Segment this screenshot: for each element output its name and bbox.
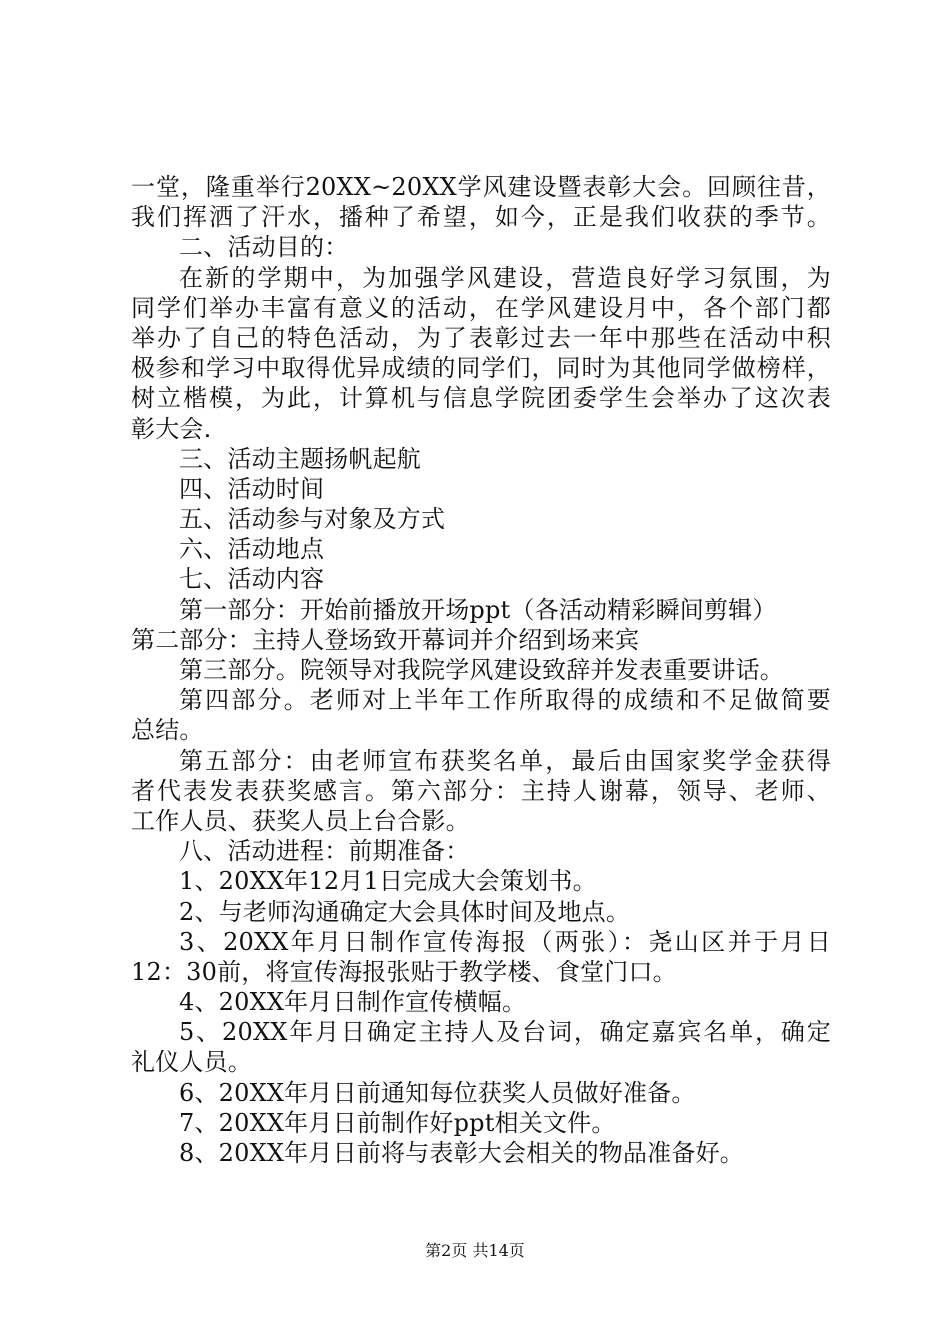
section-heading: 八、活动进程：前期准备： <box>179 837 470 866</box>
section-heading: 四、活动时间 <box>179 474 325 503</box>
section-heading: 三、活动主题扬帆起航 <box>179 444 421 473</box>
text-line: 举办了自己的特色活动，为了表彰过去一年中那些在活动中积 <box>131 323 831 352</box>
text-line: 第一部分：开始前播放开场ppt（各活动精彩瞬间剪辑） <box>179 595 777 624</box>
text-line: 总结。 <box>131 716 204 745</box>
text-line: 第四部分。老师对上半年工作所取得的成绩和不足做简要 <box>179 686 831 715</box>
text-line: 我们挥洒了汗水，播种了希望，如今，正是我们收获的季节。 <box>131 203 831 232</box>
list-item: 6、20XX年月日前通知每位获奖人员做好准备。 <box>179 1078 696 1107</box>
page-number-label: 第2页 共14页 <box>425 1241 525 1260</box>
list-item: 1、20XX年12月1日完成大会策划书。 <box>179 867 597 896</box>
list-item: 2、与老师沟通确定大会具体时间及地点。 <box>179 897 631 926</box>
section-heading: 五、活动参与对象及方式 <box>179 505 446 534</box>
text-line: 彰大会. <box>131 414 212 443</box>
text-line: 礼仪人员。 <box>131 1048 252 1077</box>
text-line: 在新的学期中，为加强学风建设，营造良好学习氛围，为 <box>179 263 831 292</box>
list-item: 8、20XX年月日前将与表彰大会相关的物品准备好。 <box>179 1139 744 1167</box>
text-line: 12：30前，将宣传海报张贴于教学楼、食堂门口。 <box>131 957 677 986</box>
list-item: 5、20XX年月日确定主持人及台词，确定嘉宾名单，确定 <box>179 1018 831 1047</box>
text-line: 同学们举办丰富有意义的活动，在学风建设月中，各个部门都 <box>131 293 831 322</box>
section-heading: 六、活动地点 <box>179 535 325 564</box>
list-item: 4、20XX年月日制作宣传横幅。 <box>179 988 527 1017</box>
text-line: 者代表发表获奖感言。第六部分：主持人谢幕，领导、老师、 <box>131 776 831 805</box>
text-line: 树立楷模，为此，计算机与信息学院团委学生会举办了这次表 <box>131 384 831 413</box>
document-body <box>131 172 831 1168</box>
section-heading: 七、活动内容 <box>179 565 325 594</box>
section-heading: 二、活动目的： <box>179 233 349 262</box>
text-line: 一堂，隆重举行20XX~20XX学风建设暨表彰大会。回顾往昔， <box>131 173 831 201</box>
text-line: 第二部分：主持人登场致开幕词并介绍到场来宾 <box>131 625 640 654</box>
text-line: 工作人员、获奖人员上台合影。 <box>131 806 470 835</box>
text-line: 第三部分。院领导对我院学风建设致辞并发表重要讲话。 <box>179 656 784 684</box>
page-footer <box>0 1240 950 1262</box>
list-item: 7、20XX年月日前制作好ppt相关文件。 <box>179 1108 616 1137</box>
text-line: 第五部分：由老师宣布获奖名单，最后由国家奖学金获得 <box>179 746 831 775</box>
list-item: 3、20XX年月日制作宣传海报（两张）：尧山区并于月日 <box>179 927 831 956</box>
text-line: 极参和学习中取得优异成绩的同学们，同时为其他同学做榜样， <box>131 354 831 383</box>
